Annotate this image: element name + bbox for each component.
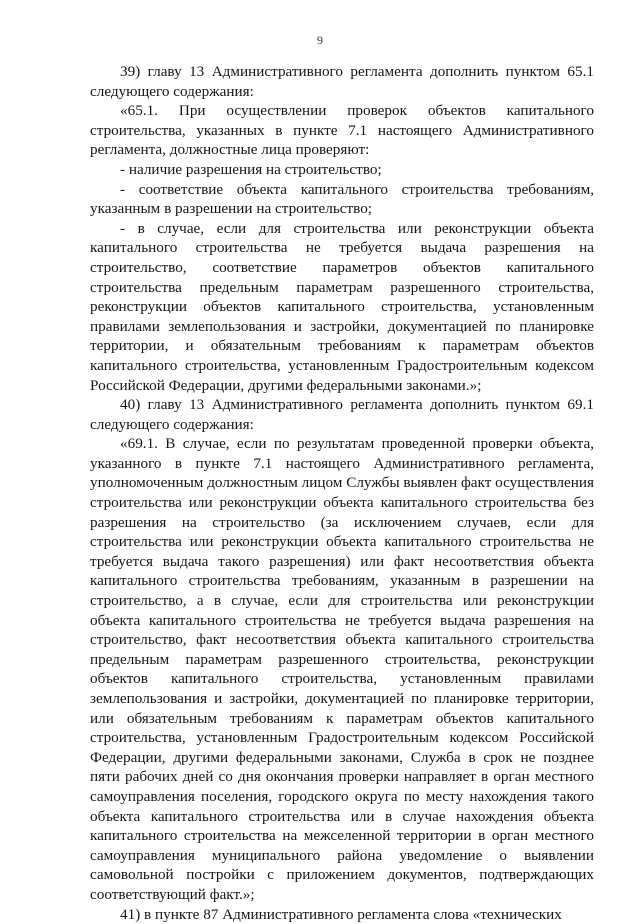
- document-body: [90, 62, 594, 924]
- paragraph-list-item: - наличие разрешения на строительство;: [120, 160, 382, 178]
- paragraph-point-65-1-intro: «65.1. При осуществлении проверок объектов капитального строительства, указанных в пункте 7.1 настоящего Административного регламента, должностные лица проверяют:: [90, 102, 594, 159]
- paragraph-list-item: - соответствие объекта капитального строительства требованиям, указанным в разрешении на строительство;: [90, 180, 594, 218]
- paragraph-point-69-1: «69.1. В случае, если по результатам проведенной проверки объекта, указанного в пункте 7.1 настоящего Административного регламента, уполномоченным должностным лицом Службы выявлен факт осуществления строительства или реконструкции объекта капитального строительства без разрешения на строительство (за исключением случаев, если для строительства или реконструкции объекта капитального строительства не требуется выдача такого разрешения) или факт несоответствия объекта капитального строительства требованиям, указанным в разрешении на строительство, а в случае, если для строительства или реконструкции объекта капитального строительства не требуется выдача разрешения на строительство, факт несоответствия объекта капитального строительства предельным параметрам разрешенного строительства, реконструкции объектов капитального строительства, установленным правилами землепользования и застройки, документацией по планировке территории, или обязательным требованиям к параметрам объектов капитального строительства, установленным Градостроительным кодексом Российской Федерации, другими федеральными законами, Служба в срок не позднее пяти рабочих дней со дня окончания проверки направляет в орган местного самоуправления поселения, городского округа по месту нахождения такого объекта капитального строительства или в случае нахождения объекта капитального строительства на межселенной территории в орган местного самоуправления муниципального района уведомление о выявлении самовольной постройки с приложением документов, подтверждающих соответствующий факт.»;: [90, 435, 594, 903]
- paragraph-list-item: - в случае, если для строительства или реконструкции объекта капитального строительства не требуется выдача разрешения на строительство, соответствие параметров объектов капитального строительства предельным параметрам разрешенного строительства, реконструкции объектов капитального строительства, установленным правилами землепользования и застройки, документацией по планировке территории, и обязательным требованиям к параметрам объектов капитального строительства, установленным Градостроительным кодексом Российской Федерации, другими федеральными законами.»;: [90, 219, 594, 394]
- paragraph-item-39: 39) главу 13 Административного регламента дополнить пунктом 65.1 следующего содержания:: [90, 63, 594, 100]
- page-number: 9: [317, 33, 323, 47]
- paragraph-item-40: 40) главу 13 Административного регламента дополнить пунктом 69.1 следующего содержания:: [90, 396, 594, 433]
- paragraph-item-41: 41) в пункте 87 Административного регламента слова «технических: [120, 905, 562, 923]
